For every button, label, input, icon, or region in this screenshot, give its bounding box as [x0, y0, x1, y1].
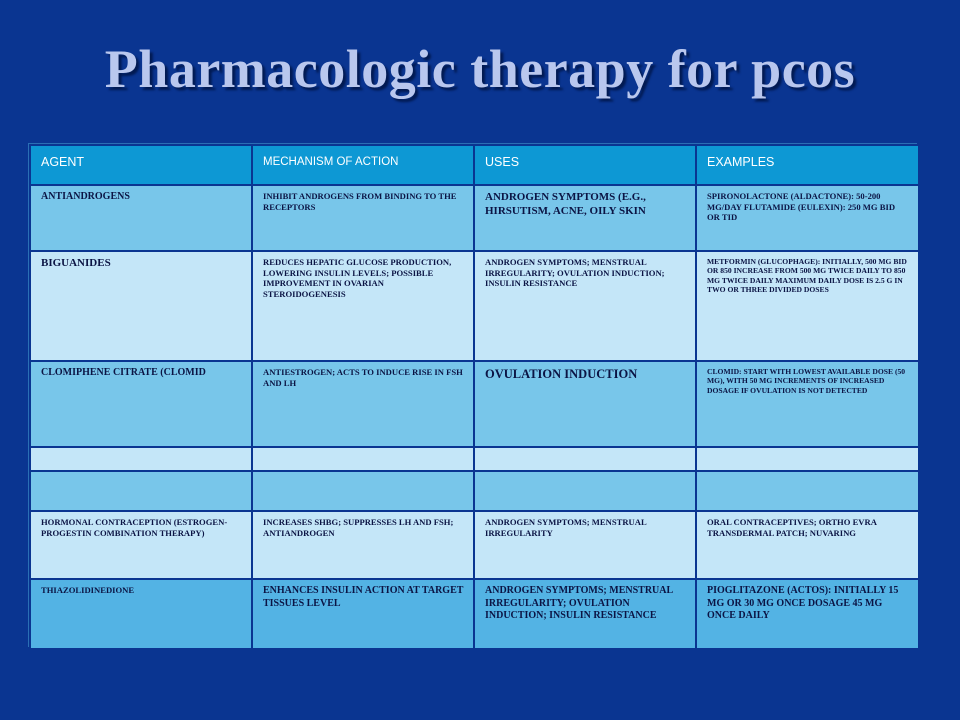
table-row: [30, 251, 919, 361]
table-row: [30, 579, 919, 649]
cell-examples: CLOMID: START WITH LOWEST AVAILABLE DOSE (50 MG), WITH 50 MG INCREMENTS OF INCREASED DOSAGE IF OVULATION IS NOT DETECTED: [696, 361, 919, 447]
cell-agent: [30, 471, 252, 511]
cell-agent: THIAZOLIDINEDIONE: [30, 579, 252, 649]
cell-examples: [696, 471, 919, 511]
cell-agent: [30, 447, 252, 471]
table-row: [30, 511, 919, 579]
table-row: [30, 185, 919, 251]
cell-mechanism: [252, 471, 474, 511]
cell-examples: ORAL CONTRACEPTIVES; ORTHO EVRA TRANSDERMAL PATCH; NUVARING: [696, 511, 919, 579]
cell-mechanism: ENHANCES INSULIN ACTION AT TARGET TISSUES LEVEL: [252, 579, 474, 649]
therapy-table-grid: [29, 144, 920, 650]
cell-examples: PIOGLITAZONE (ACTOS): INITIALLY 15 MG OR 30 MG ONCE DOSAGE 45 MG ONCE DAILY: [696, 579, 919, 649]
cell-agent: CLOMIPHENE CITRATE (CLOMID: [30, 361, 252, 447]
cell-uses: ANDROGEN SYMPTOMS; MENSTRUAL IRREGULARITY: [474, 511, 696, 579]
cell-mechanism: [252, 447, 474, 471]
cell-agent: ANTIANDROGENS: [30, 185, 252, 251]
therapy-table: [28, 143, 917, 647]
header-examples: EXAMPLES: [696, 145, 919, 185]
cell-examples: METFORMIN (GLUCOPHAGE): INITIALLY, 500 MG BID OR 850 INCREASE FROM 500 MG TWICE DAILY TO 850 MG TWICE DAILY MAXIMUM DAILY DOSE IS 2.5 G IN TWO OR THREE DIVIDED DOSES: [696, 251, 919, 361]
cell-mechanism: ANTIESTROGEN; ACTS TO INDUCE RISE IN FSH AND LH: [252, 361, 474, 447]
cell-mechanism: INHIBIT ANDROGENS FROM BINDING TO THE RECEPTORS: [252, 185, 474, 251]
header-uses: USES: [474, 145, 696, 185]
cell-examples: SPIRONOLACTONE (ALDACTONE): 50-200 MG/DAY FLUTAMIDE (EULEXIN): 250 MG BID OR TID: [696, 185, 919, 251]
header-agent: AGENT: [30, 145, 252, 185]
cell-mechanism: INCREASES SHBG; SUPPRESSES LH AND FSH; ANTIANDROGEN: [252, 511, 474, 579]
table-row: [30, 361, 919, 447]
cell-agent: BIGUANIDES: [30, 251, 252, 361]
table-row: [30, 447, 919, 471]
cell-uses: [474, 447, 696, 471]
cell-uses: OVULATION INDUCTION: [474, 361, 696, 447]
cell-mechanism: REDUCES HEPATIC GLUCOSE PRODUCTION, LOWERING INSULIN LEVELS; POSSIBLE IMPROVEMENT IN OVARIAN STEROIDOGENESIS: [252, 251, 474, 361]
cell-uses: [474, 471, 696, 511]
table-header-row: [30, 145, 919, 185]
cell-uses: ANDROGEN SYMPTOMS; MENSTRUAL IRREGULARITY; OVULATION INDUCTION; INSULIN RESISTANCE: [474, 579, 696, 649]
cell-uses: ANDROGEN SYMPTOMS (E.G., HIRSUTISM, ACNE, OILY SKIN: [474, 185, 696, 251]
cell-examples: [696, 447, 919, 471]
cell-agent: HORMONAL CONTRACEPTION (ESTROGEN-PROGESTIN COMBINATION THERAPY): [30, 511, 252, 579]
slide-title: Pharmacologic therapy for pcos: [104, 39, 856, 99]
header-mechanism: MECHANISM OF ACTION: [252, 145, 474, 185]
cell-uses: ANDROGEN SYMPTOMS; MENSTRUAL IRREGULARITY; OVULATION INDUCTION; INSULIN RESISTANCE: [474, 251, 696, 361]
table-row: [30, 471, 919, 511]
